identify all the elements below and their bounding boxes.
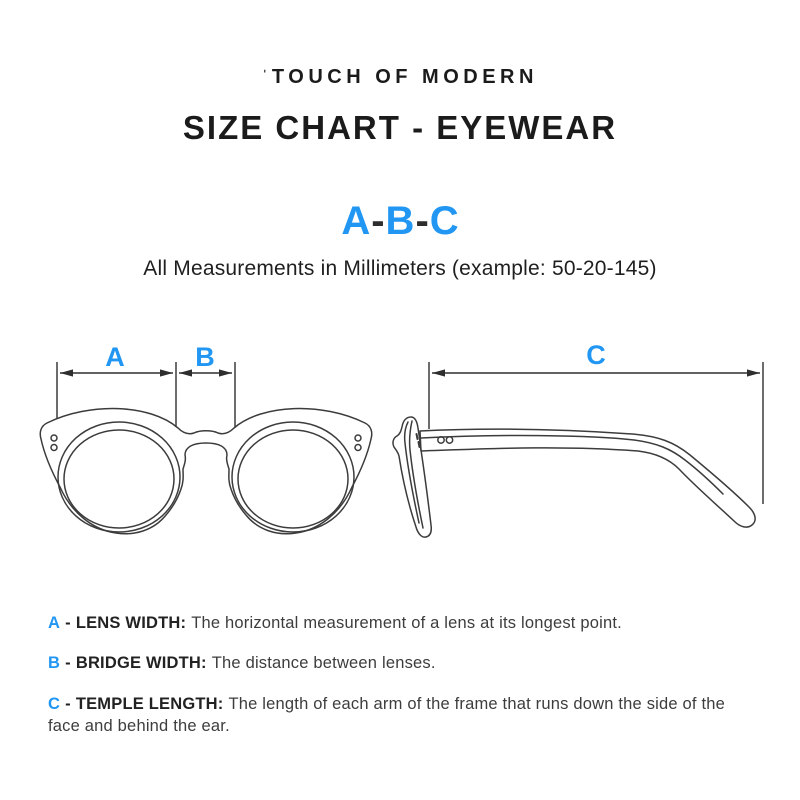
dimension-label-b: B bbox=[195, 342, 215, 372]
legend-item-lens-width bbox=[48, 612, 752, 634]
dimension-labels bbox=[105, 340, 606, 372]
legend-term-temple-length: TEMPLE LENGTH: bbox=[75, 694, 224, 713]
legend-description-temple-length: The length of each arm of the frame that runs down the side of the face and behind the ear. bbox=[48, 694, 726, 735]
eyewear-diagram bbox=[0, 330, 800, 630]
side-hinge-screw-top bbox=[417, 434, 418, 439]
temple-arm bbox=[420, 429, 755, 527]
right-lens-rim-outer bbox=[232, 422, 354, 532]
legend-item-bridge-width bbox=[48, 652, 752, 674]
glasses-front-view bbox=[40, 409, 372, 534]
measurement-legend bbox=[48, 612, 752, 755]
temple-top-inner-line bbox=[421, 436, 723, 494]
legend-description-bridge-width: The distance between lenses. bbox=[211, 654, 436, 673]
legend-letter-c: C bbox=[48, 694, 61, 713]
page-title: SIZE CHART - EYEWEAR bbox=[182, 109, 618, 146]
left-rivet-top bbox=[51, 435, 57, 441]
formula-dash: - bbox=[415, 199, 429, 243]
side-hinge-screw-bottom bbox=[419, 442, 420, 447]
brand-logo-text: TOUCH OF MODERN bbox=[271, 66, 538, 88]
legend-description-lens-width: The horizontal measurement of a lens at its longest point. bbox=[191, 614, 622, 632]
legend-separator: - bbox=[65, 694, 71, 713]
side-frame-front bbox=[393, 417, 431, 537]
abc-formula bbox=[0, 199, 800, 244]
brand-logo-tick: ˈ bbox=[262, 68, 272, 85]
left-rivet-bottom bbox=[51, 445, 57, 451]
measurements-subtitle: All Measurements in Millimeters (example: 50-20-145) bbox=[143, 257, 657, 280]
right-rivet-bottom bbox=[355, 445, 361, 451]
dimension-label-a: A bbox=[105, 342, 125, 372]
glasses-side-view bbox=[393, 417, 755, 537]
brand-logo bbox=[0, 66, 800, 89]
legend-separator: - bbox=[65, 614, 71, 632]
right-rivet-top bbox=[355, 435, 361, 441]
legend-letter-a: A bbox=[48, 614, 61, 632]
legend-item-temple-length bbox=[48, 693, 752, 738]
legend-term-lens-width: LENS WIDTH: bbox=[75, 614, 187, 632]
right-lens-rim-inner bbox=[238, 430, 348, 528]
legend-separator: - bbox=[65, 654, 71, 673]
left-lens-rim-inner bbox=[64, 430, 174, 528]
formula-letter-c: C bbox=[429, 199, 459, 243]
dimension-label-c: C bbox=[586, 340, 606, 370]
left-lens-rim-outer bbox=[58, 422, 180, 532]
temple-rivet-right bbox=[446, 437, 452, 443]
front-frame-silhouette bbox=[40, 409, 372, 534]
legend-term-bridge-width: BRIDGE WIDTH: bbox=[75, 654, 207, 673]
formula-letter-b: B bbox=[385, 199, 415, 243]
formula-letter-a: A bbox=[341, 199, 371, 243]
formula-dash: - bbox=[371, 199, 385, 243]
legend-letter-b: B bbox=[48, 654, 61, 673]
